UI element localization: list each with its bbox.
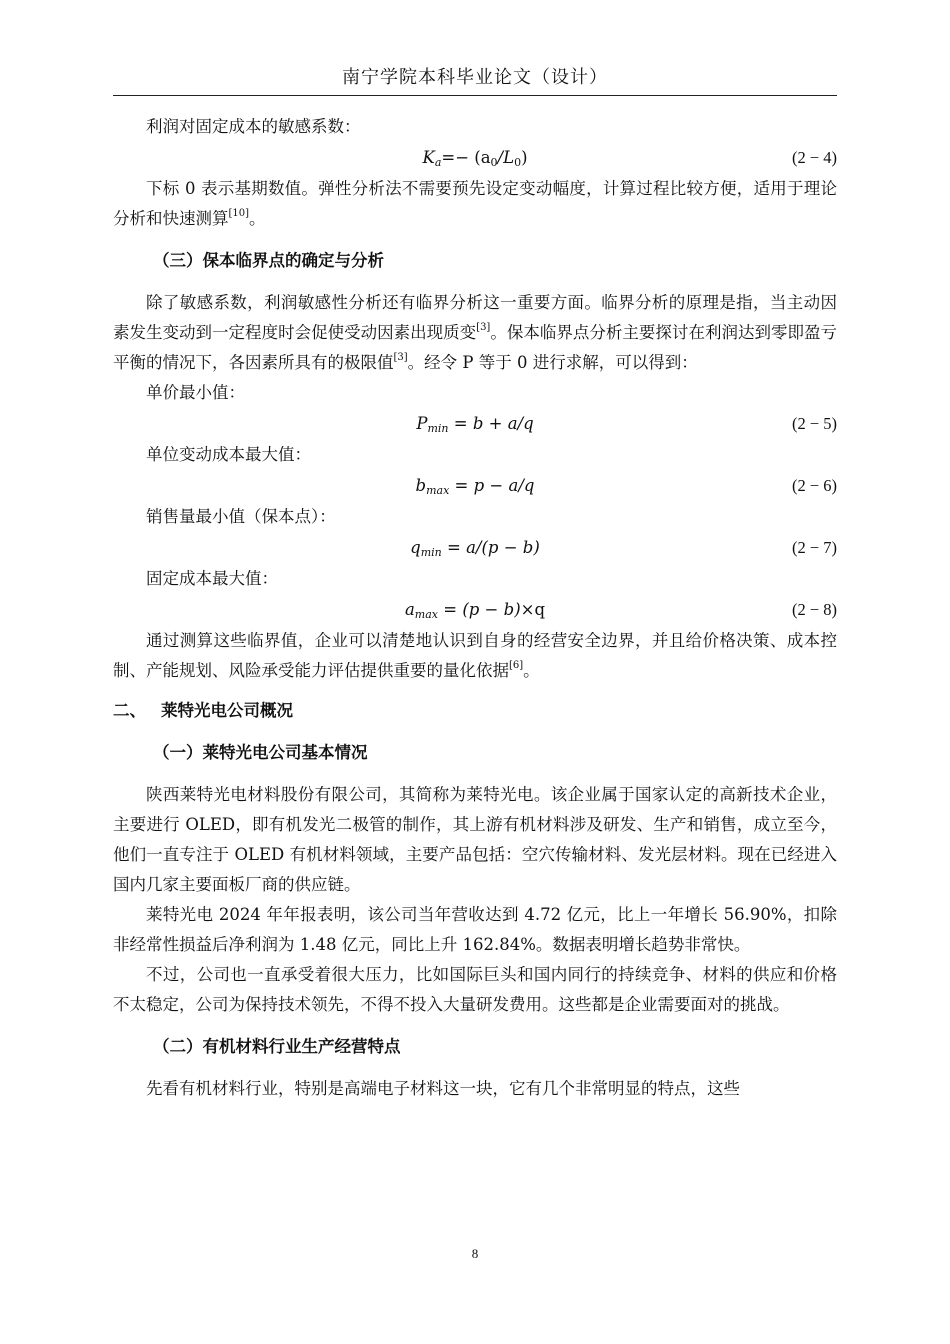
citation: [3]	[393, 352, 408, 363]
label-fixed-max: 固定成本最大值：	[146, 569, 278, 588]
measurement-paragraph: 通过测算这些临界值，企业可以清楚地认识到自身的经营安全边界，并且给价格决策、成本控制、产能规划、风险承受能力评估提供重要的量化依据[6]。	[113, 631, 837, 680]
label-varcost-max: 单位变动成本最大值：	[146, 445, 311, 464]
section-heading-basic-info: （一）莱特光电公司基本情况	[153, 743, 368, 762]
elastic-analysis-paragraph: 下标 0 表示基期数值。弹性分析法不需要预先设定变动幅度，计算过程比较方便，适用于理论分析和快速测算[10]。	[113, 179, 837, 228]
formula-2-8-expr: $a_{max} = (p - b)\times q$	[404, 600, 546, 621]
page-body	[113, 112, 837, 1104]
formula-2-5	[113, 408, 837, 440]
citation: [10]	[228, 208, 250, 219]
formula-2-4-expr: $K_a=- (a_0/L_0)$	[422, 148, 528, 169]
equation-number: (2 − 6)	[791, 476, 837, 495]
page-number: 8	[471, 1246, 479, 1261]
critical-analysis-paragraph: 除了敏感系数，利润敏感性分析还有临界分析这一重要方面。临界分析的原理是指，当主动因素发生变动到一定程度时会促使受动因素出现质变[3]。保本临界点分析主要探讨在利润达到零即盈亏平衡的情况下，各因素所具有的极限值[3]。经令 P 等于 0 进行求解，可以得到：	[113, 293, 838, 372]
industry-paragraph: 先看有机材料行业，特别是高端电子材料这一块，它有几个非常明显的特点，这些	[146, 1079, 740, 1098]
formula-2-6	[113, 470, 837, 502]
formula-2-7	[113, 532, 837, 564]
page-header: 南宁学院本科毕业论文（设计）	[113, 60, 837, 96]
equation-number: (2 − 7)	[791, 538, 837, 557]
sensitivity-intro: 利润对固定成本的敏感系数：	[146, 117, 361, 136]
equation-number: (2 − 5)	[791, 414, 837, 433]
company-intro-paragraph: 陕西莱特光电材料股份有限公司，其简称为莱特光电。该企业属于国家认定的高新技术企业，主要进行 OLED，即有机发光二极管的制作，其上游有机材料涉及研发、生产和销售，成立至今，他们一直专注于 OLED 有机材料领域，主要产品包括：空穴传输材料、发光层材料。现在已经进入国内几家主要面板厂商的供应链。	[113, 785, 837, 894]
annual-report-paragraph: 莱特光电 2024 年年报表明，该公司当年营收达到 4.72 亿元，比上一年增长 56.90%，扣除非经常性损益后净利润为 1.48 亿元，同比上升 162.84%。数据表明增长趋势非常快。	[113, 905, 837, 954]
section-heading-break-even: （三）保本临界点的确定与分析	[153, 251, 384, 270]
pressure-paragraph: 不过，公司也一直承受着很大压力，比如国际巨头和国内同行的持续竞争、材料的供应和价格不太稳定，公司为保持技术领先，不得不投入大量研发费用。这些都是企业需要面对的挑战。	[113, 965, 837, 1014]
citation: [6]	[509, 660, 524, 671]
formula-2-7-expr: $q_{min} = a/(p - b)$	[410, 538, 540, 559]
formula-2-4	[113, 142, 837, 174]
formula-2-5-expr: $P_{min} = b + a/q$	[416, 414, 534, 435]
section-heading-industry: （二）有机材料行业生产经营特点	[153, 1037, 401, 1056]
formula-2-8	[113, 594, 837, 626]
label-qty-min: 销售量最小值（保本点）：	[146, 507, 336, 526]
equation-number: (2 − 8)	[791, 600, 837, 619]
formula-2-6-expr: $b_{max} = p - a/q$	[415, 476, 535, 497]
equation-number: (2 − 4)	[791, 148, 837, 167]
label-price-min: 单价最小值：	[146, 383, 245, 402]
chapter-heading: 二、 莱特光电公司概况	[113, 701, 293, 720]
citation: [3]	[476, 322, 491, 333]
